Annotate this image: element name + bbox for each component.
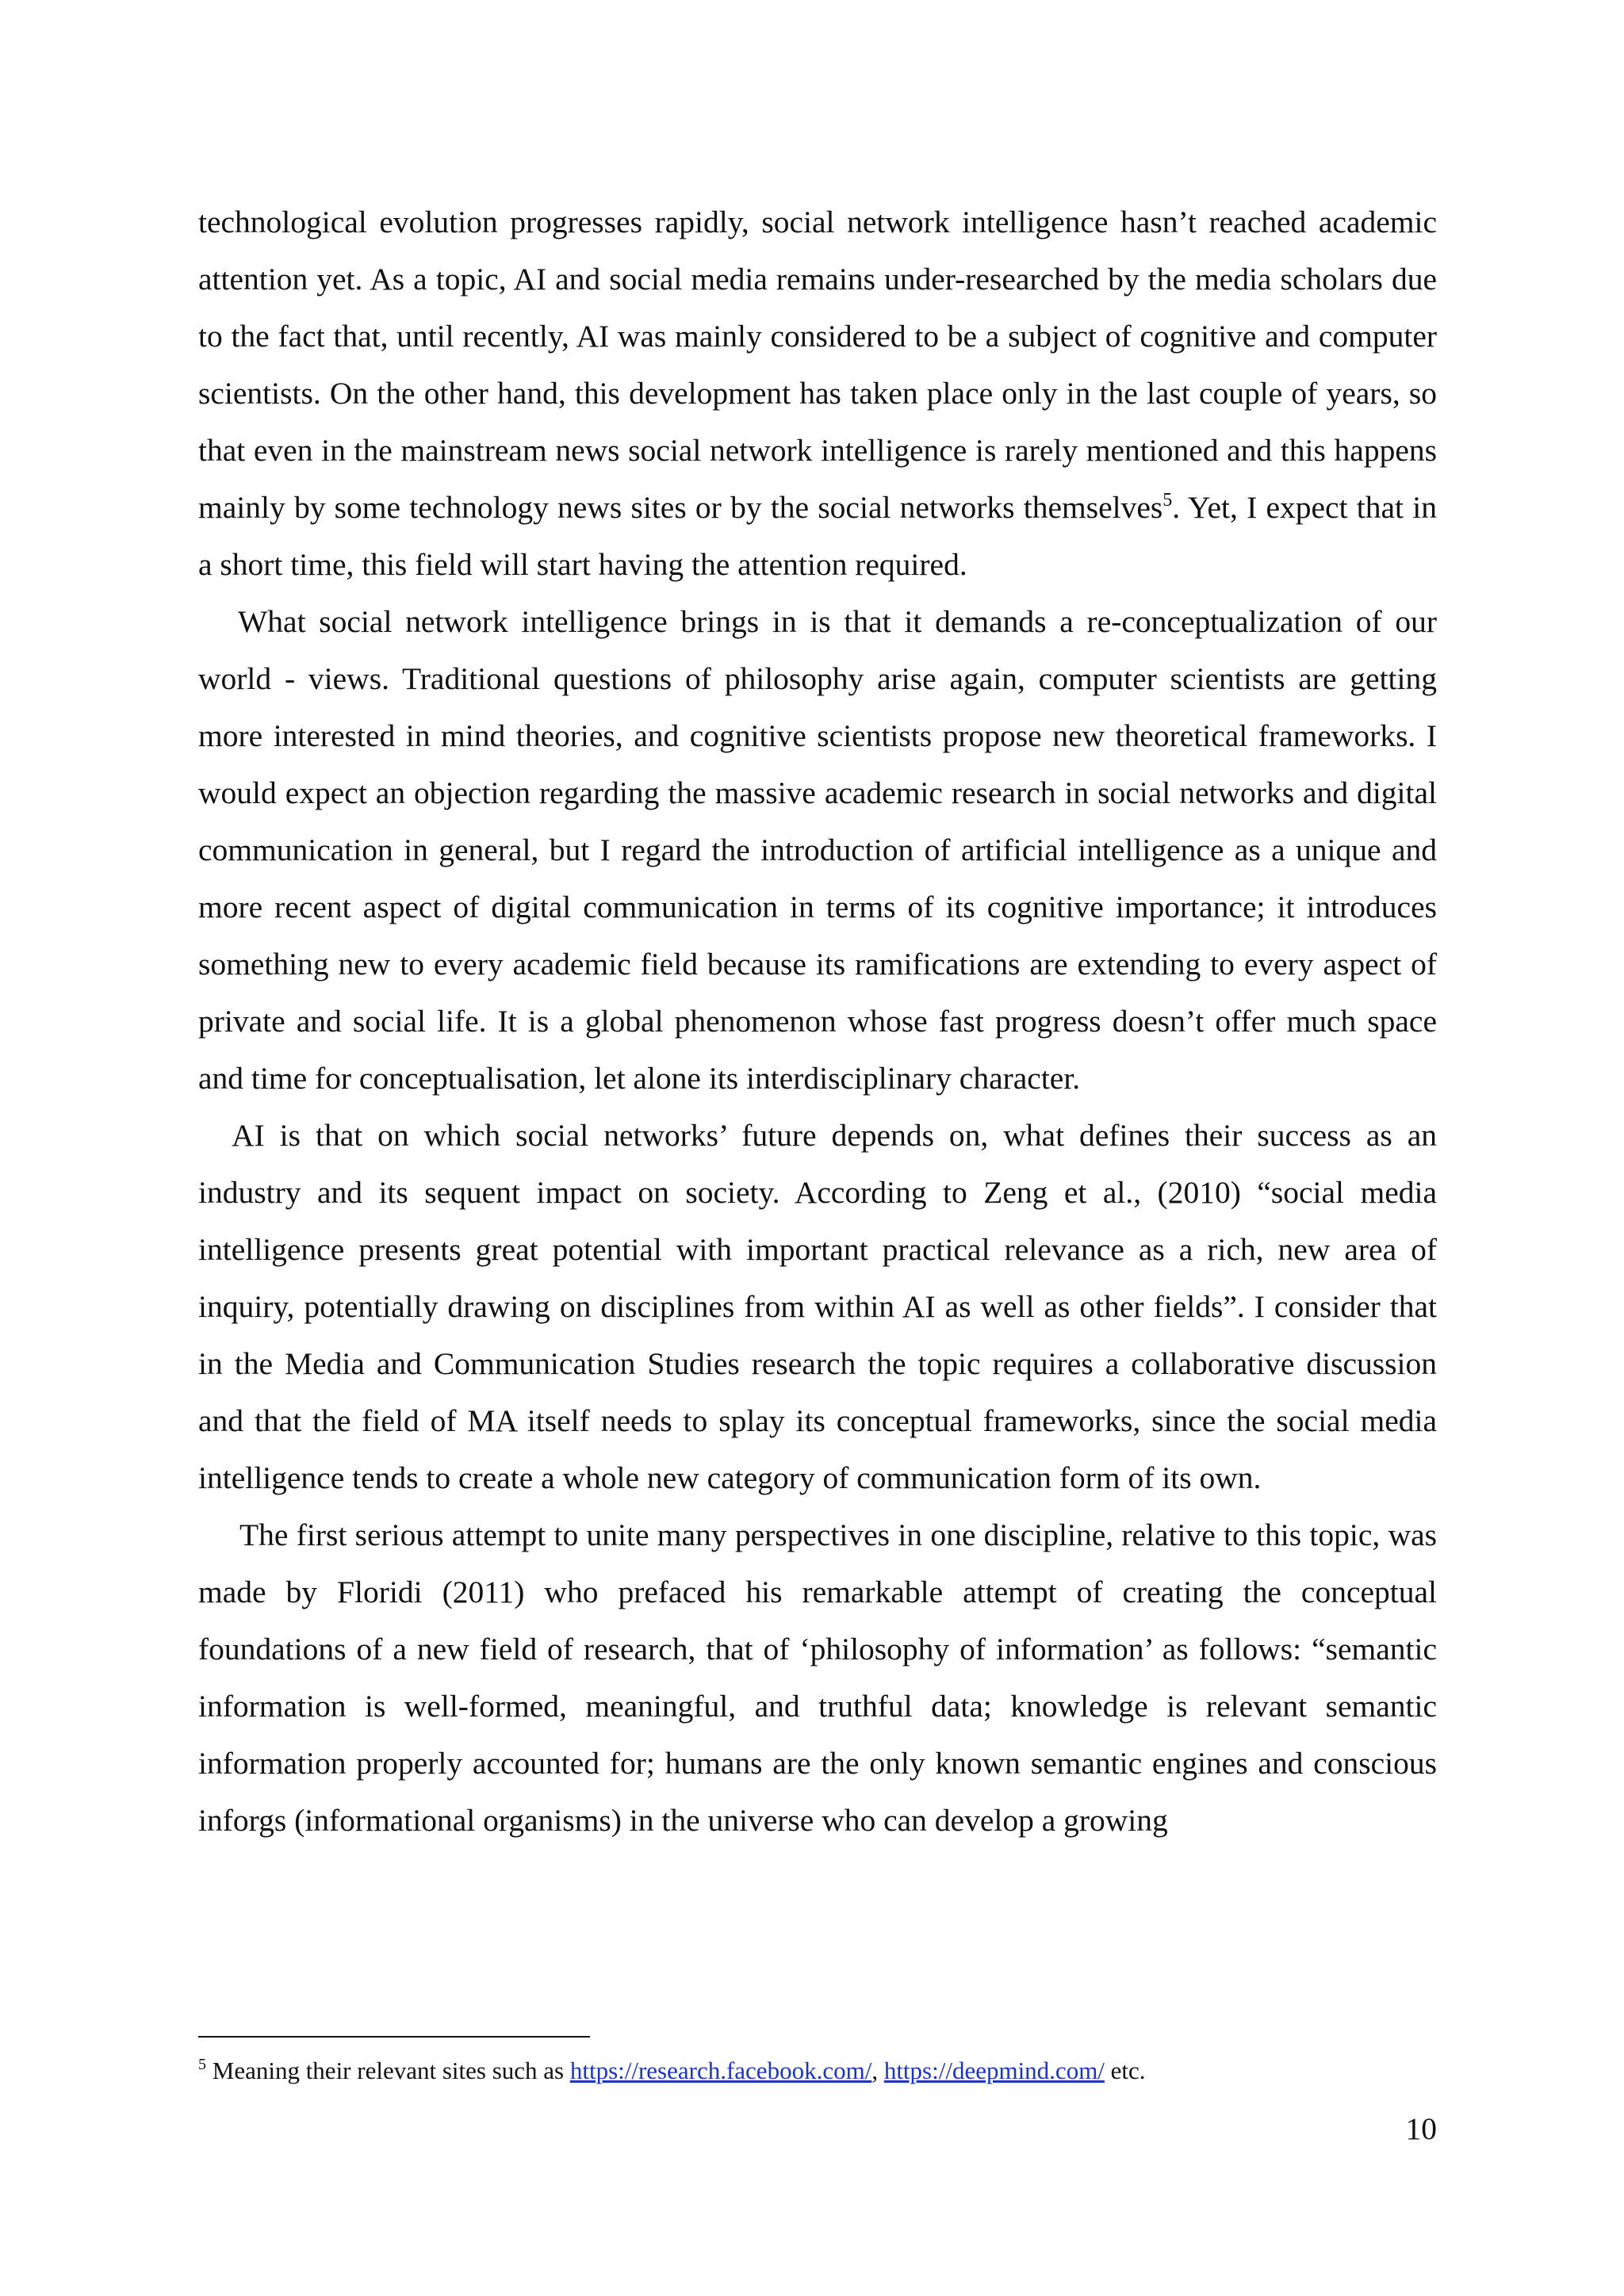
- body-text: [198, 193, 1437, 1849]
- paragraph-1: [198, 193, 1437, 593]
- footnote-separator-text: ,: [871, 2057, 884, 2084]
- footnote-text-end: etc.: [1104, 2057, 1146, 2084]
- page-number: 10: [1405, 2111, 1437, 2146]
- footnote-5: [198, 2053, 1437, 2088]
- footnote-separator: [198, 2036, 590, 2038]
- paragraph-1-text-end: . Yet, I expect that in a short time, this field will start having the attention required.: [198, 490, 1437, 582]
- footnote-text: Meaning their relevant sites such as: [206, 2057, 570, 2084]
- footnote-number: 5: [198, 2056, 206, 2073]
- paragraph-4: The first serious attempt to unite many perspectives in one discipline, relative to this topic, was made by Floridi (2011) who prefaced his remarkable attempt of creating the conceptual foundations of a new field of research, that of ‘philosophy of information’ as follows: “semantic information is well-formed, meaningful, and truthful data; knowledge is relevant semantic information properly accounted for; humans are the only known semantic engines and conscious inforgs (informational organisms) in the universe who can develop a growing: [198, 1517, 1437, 1838]
- paragraph-3: AI is that on which social networks’ future depends on, what defines their success as an industry and its sequent impact on society. According to Zeng et al., (2010) “social media intelligence presents great potential with important practical relevance as a rich, new area of inquiry, potentially drawing on disciplines from within AI as well as other fields”. I consider that in the Media and Communication Studies research the topic requires a collaborative discussion and that the field of MA itself needs to splay its conceptual frameworks, since the social media intelligence tends to create a whole new category of communication form of its own.: [198, 1118, 1437, 1495]
- paragraph-1-text: technological evolution progresses rapidly, social network intelligence hasn’t reached academic attention yet. As a topic, AI and social media remains under-researched by the media scholars due to the fact that, until recently, AI was mainly considered to be a subject of cognitive and computer scientists. On the other hand, this development has taken place only in the last couple of years, so that even in the mainstream news social network intelligence is rarely mentioned and this happens mainly by some technology news sites or by the social networks themselves: [198, 205, 1437, 525]
- footnote-link-deepmind[interactable]: https://deepmind.com/: [883, 2057, 1105, 2084]
- paragraph-2: What social network intelligence brings in is that it demands a re-conceptualization of our world - views. Traditional questions of philosophy arise again, computer scientists are getting more interested in mind theories, and cognitive scientists propose new theoretical frameworks. I would expect an objection regarding the massive academic research in social networks and digital communication in general, but I regard the introduction of artificial intelligence as a unique and more recent aspect of digital communication in terms of its cognitive importance; it introduces something new to every academic field because its ramifications are extending to every aspect of private and social life. It is a global phenomenon whose fast progress doesn’t offer much space and time for conceptualisation, let alone its interdisciplinary character.: [198, 604, 1437, 1096]
- footnote-reference-5[interactable]: 5: [1162, 490, 1173, 511]
- footnote-link-research-facebook[interactable]: https://research.facebook.com/: [569, 2057, 872, 2084]
